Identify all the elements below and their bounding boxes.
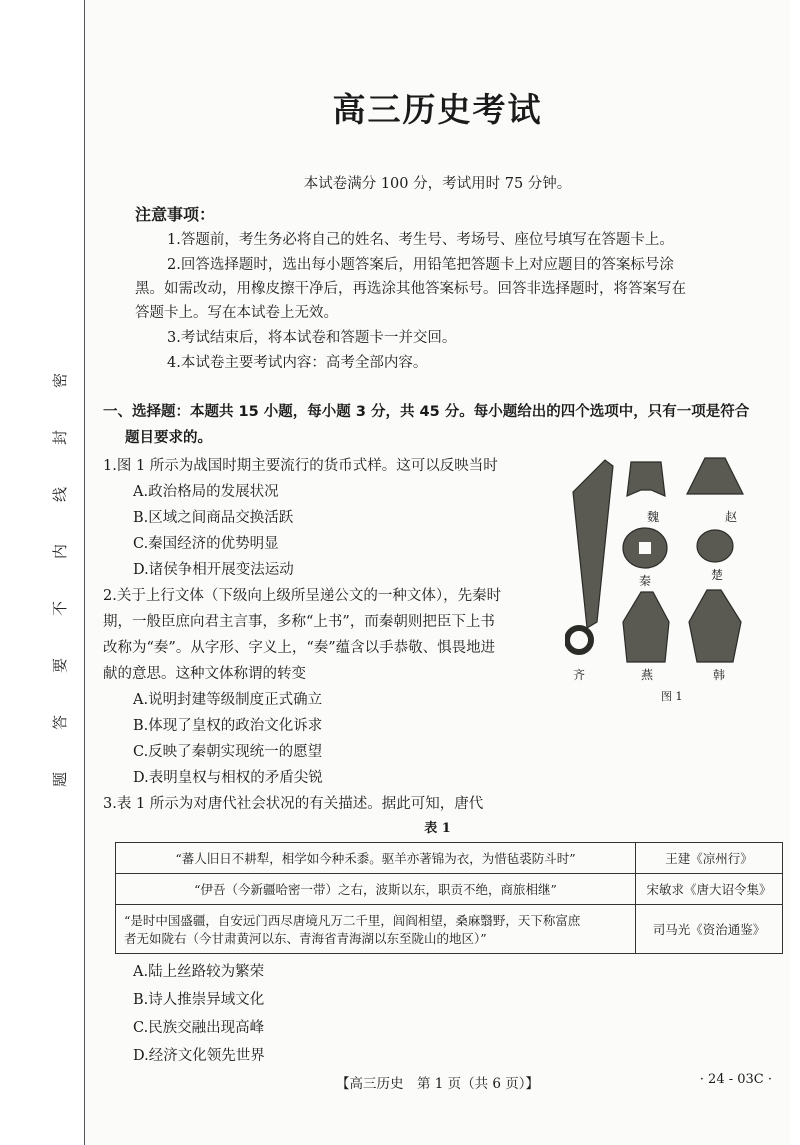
coin-label-wei: 魏 (647, 510, 660, 524)
quote-line: “是时中国盛疆，自安远门西尽唐境凡万二千里，闾阎相望，桑麻翳野，天下称富庶 (124, 913, 581, 928)
margin-char: 答 (51, 714, 70, 731)
notice-item: 1.答题前，考生务必将自己的姓名、考生号、考场号、座位号填写在答题卡上。 (167, 232, 674, 248)
figure-caption: 图 1 (661, 690, 683, 703)
binding-margin (48, 370, 72, 790)
figure-1 (565, 452, 785, 702)
spade-coin-wei (627, 462, 665, 496)
option-c: C.秦国经济的优势明显 (133, 536, 279, 552)
option-d: D.诸侯争相开展变法运动 (133, 562, 294, 578)
coins-illustration (565, 452, 785, 702)
notice-item: 2.回答选择题时，选出每小题答案后，用铅笔把答题卡上对应题目的答案标号涂 (167, 257, 674, 273)
question-stem: 2.关于上行文体（下级向上级所呈递公文的一种文体），先秦时 (103, 588, 502, 604)
exam-subtitle: 本试卷满分 100 分，考试用时 75 分钟。 (303, 176, 572, 192)
section-heading: 题目要求的。 (125, 430, 212, 446)
table-row (116, 905, 783, 954)
option-b: B.区域之间商品交换活跃 (133, 510, 294, 526)
question-stem: 1.图 1 所示为战国时期主要流行的货币式样。这可以反映当时 (103, 458, 498, 474)
option-a: A.陆上丝路较为繁荣 (133, 964, 265, 980)
table-row (116, 843, 783, 874)
option-a: A.说明封建等级制度正式确立 (133, 692, 323, 708)
table-cell-source: 司马光《资治通鉴》 (636, 905, 783, 954)
margin-char: 密 (51, 372, 70, 389)
table-title: 表 1 (424, 821, 451, 836)
option-d: D.经济文化领先世界 (133, 1048, 265, 1064)
exam-title: 高三历史考试 (332, 90, 543, 129)
quote-line: 者无如陇右（今甘肃黄河以东、青海省青海湖以东至陇山的地区）” (124, 931, 487, 946)
spade-coin-zhao (687, 458, 743, 494)
margin-char: 不 (51, 600, 70, 617)
spade-coin-han (689, 590, 741, 662)
table-cell-quote: “蕃人旧日不耕犁，相学如今种禾黍。驱羊亦著锦为衣，为惜毡裘防斗时” (116, 843, 636, 874)
notice-item: 3.考试结束后，将本试卷和答题卡一并交回。 (167, 330, 457, 346)
option-c: C.反映了秦朝实现统一的愿望 (133, 744, 323, 760)
option-a: A.政治格局的发展状况 (133, 484, 279, 500)
table-1 (115, 842, 783, 954)
coin-label-han: 韩 (713, 668, 726, 682)
margin-char: 题 (51, 771, 70, 788)
question-stem: 献的意思。这种文体称谓的转变 (103, 666, 306, 682)
option-b: B.体现了皇权的政治文化诉求 (133, 718, 323, 734)
spade-coin-yan (623, 592, 669, 662)
notice-heading: 注意事项： (135, 205, 216, 224)
table-cell-quote: “伊吾（今新疆哈密一带）之右，波斯以东，职贡不绝，商旅相继” (116, 874, 636, 905)
option-d: D.表明皇权与相权的矛盾尖锐 (133, 770, 323, 786)
table-cell-source: 宋敏求《唐大诏令集》 (636, 874, 783, 905)
coin-label-zhao: 赵 (725, 510, 738, 524)
table-cell-quote (116, 905, 636, 954)
knife-ring (567, 628, 591, 652)
margin-char: 内 (51, 543, 70, 560)
table-cell-source: 王建《凉州行》 (636, 843, 783, 874)
page-footer: 【高三历史 第 1 页（共 6 页）】 (335, 1076, 540, 1092)
coin-label-qin: 秦 (639, 574, 652, 588)
coin-label-yan: 燕 (641, 668, 654, 682)
exam-code: · 24 - 03C · (699, 1072, 772, 1087)
margin-char: 封 (51, 429, 70, 446)
notice-item: 答题卡上。写在本试卷上无效。 (135, 305, 338, 321)
knife-coin (573, 460, 613, 628)
question-stem: 期，一般臣庶向君主言事，多称“上书”，而秦朝则把臣下上书 (103, 614, 495, 630)
option-b: B.诗人推崇异域文化 (133, 992, 265, 1008)
margin-char: 线 (51, 486, 70, 503)
coin-label-qi: 齐 (573, 668, 586, 682)
ant-nose-coin-chu (697, 530, 733, 562)
table-row (116, 874, 783, 905)
question-stem: 改称为“奏”。从字形、字义上，“奏”蕴含以手恭敬、惧畏地进 (103, 640, 496, 656)
exam-page (84, 0, 790, 1145)
coin-label-chu: 楚 (711, 568, 724, 582)
notice-item: 4.本试卷主要考试内容：高考全部内容。 (167, 355, 428, 371)
section-heading: 一、选择题：本题共 15 小题，每小题 3 分，共 45 分。每小题给出的四个选项中，只有一项是符合 (103, 404, 750, 420)
margin-char: 要 (51, 657, 70, 674)
notice-item: 黑。如需改动，用橡皮擦干净后，再选涂其他答案标号。回答非选择题时，将答案写在 (135, 281, 686, 297)
question-stem: 3.表 1 所示为对唐代社会状况的有关描述。据此可知，唐代 (103, 796, 484, 812)
option-c: C.民族交融出现高峰 (133, 1020, 265, 1036)
